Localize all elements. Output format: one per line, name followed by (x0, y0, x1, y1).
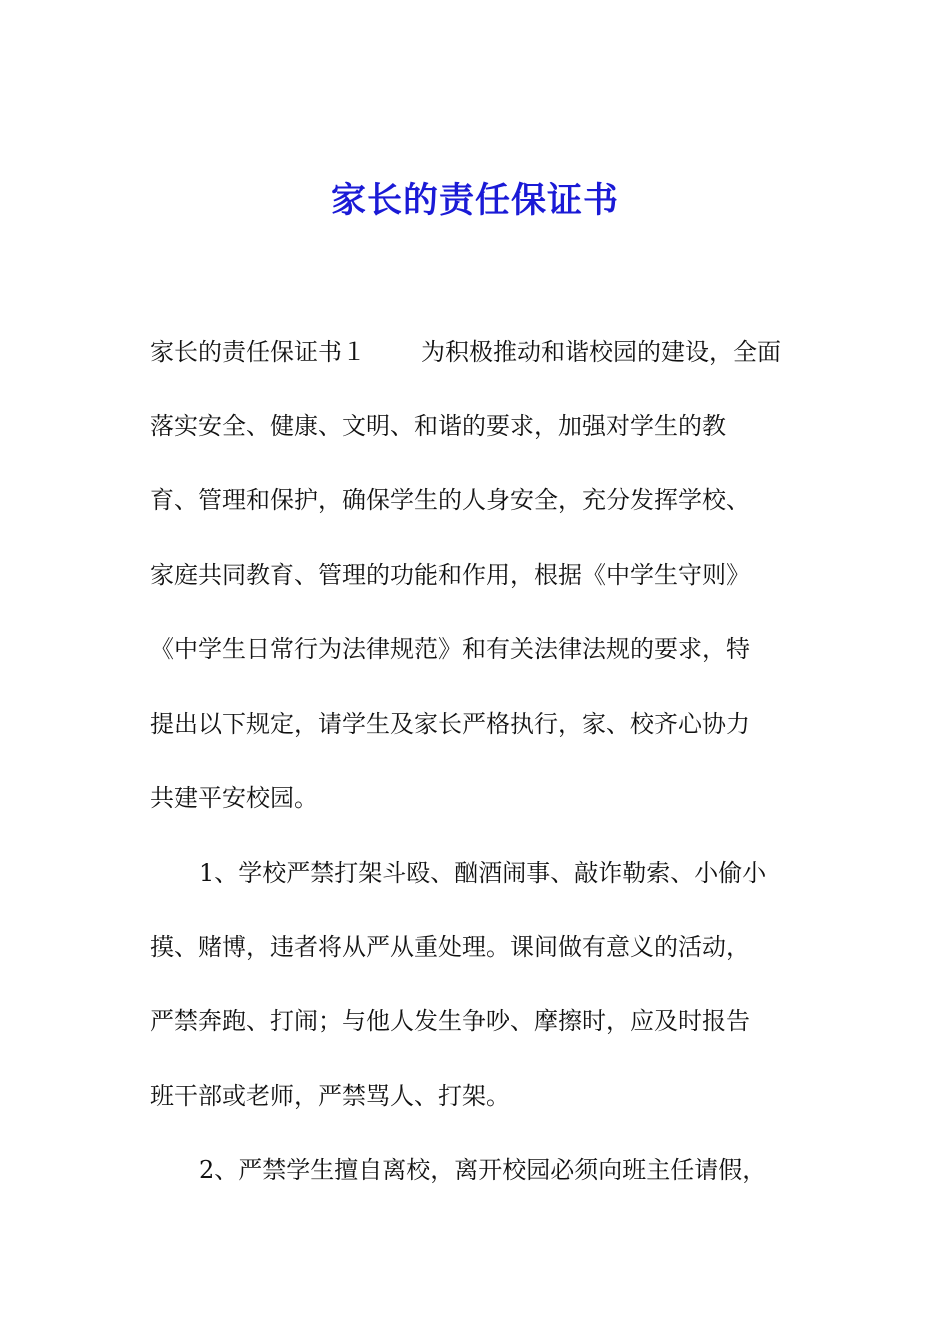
paragraph-line-2: 落实安全、健康、文明、和谐的要求，加强对学生的教 (150, 412, 726, 440)
rule-1-line-3: 严禁奔跑、打闹；与他人发生争吵、摩擦时，应及时报告 (150, 1007, 750, 1035)
paragraph-line-7: 共建平安校园。 (150, 784, 318, 812)
rule-1-line-2: 摸、赌博，违者将从严从重处理。课间做有意义的活动， (150, 933, 750, 961)
rule-1-line-4: 班干部或老师，严禁骂人、打架。 (150, 1082, 510, 1110)
rule-2-line-1: 2、严禁学生擅自离校，离开校园必须向班主任请假， (199, 1156, 767, 1184)
rule-1-line-1: 1、学校严禁打架斗殴、酗酒闹事、敲诈勒索、小偷小 (199, 859, 767, 887)
intro-text: 为积极推动和谐校园的建设，全面 (421, 338, 781, 366)
intro-heading: 家长的责任保证书１ (150, 338, 366, 366)
paragraph-line-6: 提出以下规定，请学生及家长严格执行，家、校齐心协力 (150, 710, 750, 738)
document-title: 家长的责任保证书 (330, 180, 619, 221)
paragraph-line-1 (150, 335, 781, 369)
paragraph-line-3: 育、管理和保护，确保学生的人身安全，充分发挥学校、 (150, 486, 750, 514)
paragraph-line-5: 《中学生日常行为法律规范》和有关法律法规的要求，特 (150, 635, 750, 663)
paragraph-line-4: 家庭共同教育、管理的功能和作用，根据《中学生守则》 (150, 561, 750, 589)
